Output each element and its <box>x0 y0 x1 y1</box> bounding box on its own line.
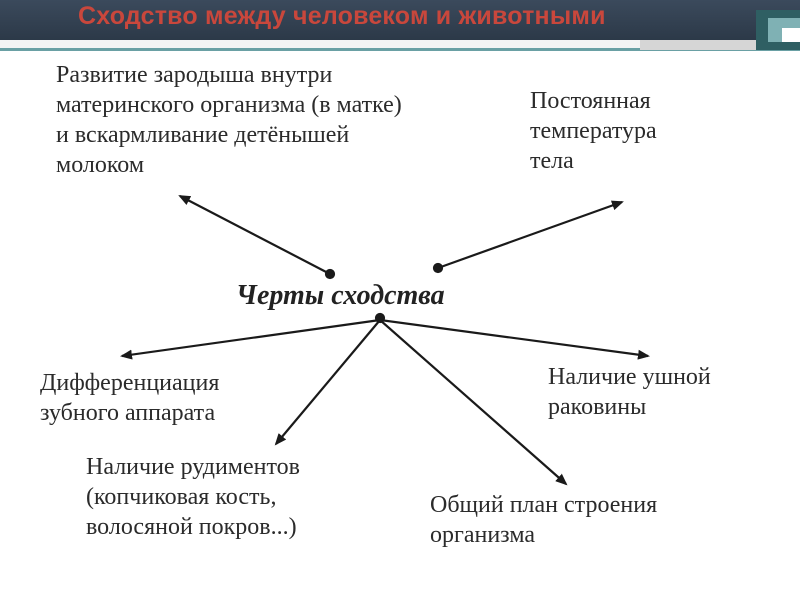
arrow-to-rudiments <box>276 320 380 444</box>
node-ear <box>548 362 711 422</box>
node-embryo-line-2: материнского организма (в матке) <box>56 92 402 118</box>
node-teeth-differentiation <box>40 368 219 428</box>
node-body-plan <box>430 490 657 550</box>
node-rudiments-line-3: волосяной покров...) <box>86 514 297 540</box>
node-body-plan-line-1: Общий план строения <box>430 492 658 518</box>
node-rudiments-line-1: Наличие рудиментов <box>86 454 300 480</box>
slide-title: Сходство между человеком и животными <box>78 2 606 30</box>
node-body-temperature <box>530 86 657 176</box>
arrow-origin-embryo <box>326 270 334 278</box>
node-embryo-line-4: молоком <box>56 152 145 178</box>
arrow-to-teeth <box>122 320 380 356</box>
node-ear-line-2: раковины <box>548 394 647 420</box>
node-ear-line-1: Наличие ушной <box>548 364 711 390</box>
node-temperature-line-3: тела <box>530 148 574 174</box>
center-label: Черты сходства <box>236 280 445 311</box>
node-teeth-line-1: Дифференциация <box>40 370 220 396</box>
node-embryo-line-1: Развитие зародыша внутри <box>56 62 333 88</box>
node-teeth-line-2: зубного аппарата <box>40 400 216 426</box>
node-body-plan-line-2: организма <box>430 522 535 548</box>
node-temperature-line-2: температура <box>530 118 657 144</box>
arrow-to-embryo <box>180 196 330 274</box>
arrow-to-temperature <box>438 202 622 268</box>
node-rudiments-line-2: (копчиковая кость, <box>86 484 277 510</box>
arrow-origin-temperature <box>434 264 442 272</box>
node-temperature-line-1: Постоянная <box>530 88 651 114</box>
arrow-to-ear <box>380 320 648 356</box>
node-embryo-line-3: и вскармливание детёнышей <box>56 122 350 148</box>
node-rudiments <box>86 452 300 542</box>
node-embryo-development <box>56 60 402 180</box>
arrow-to-body-plan <box>380 320 566 484</box>
